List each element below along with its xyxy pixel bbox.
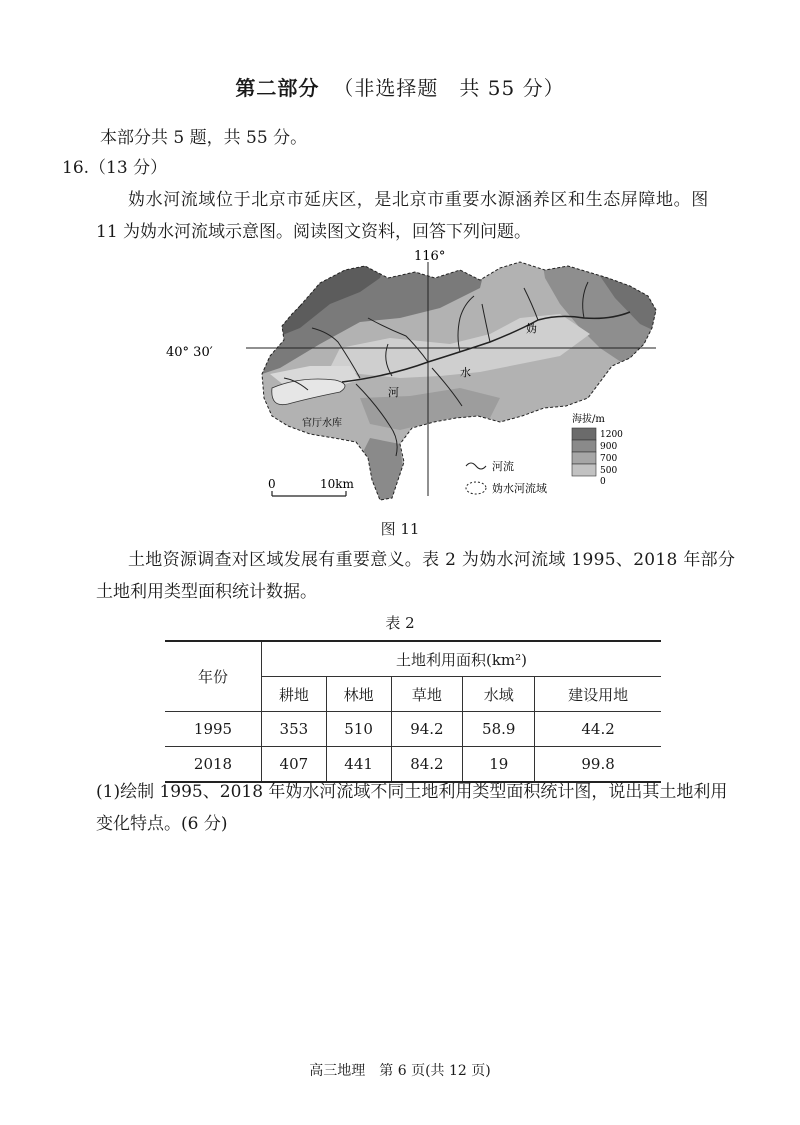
- river-legend-icon: [466, 463, 486, 469]
- table-cell: 44.2: [535, 712, 661, 747]
- text2-line1: 土地资源调查对区域发展有重要意义。表 2 为妫水河流域 1995、2018 年部分: [128, 550, 736, 570]
- year-cell: 2018: [165, 747, 262, 783]
- section-subtitle: （非选择题 共 55 分）: [333, 76, 565, 100]
- column-header: 耕地: [262, 677, 327, 712]
- table-row: [165, 712, 661, 747]
- table-cell: 19: [463, 747, 535, 783]
- text2-line2: 土地利用类型面积统计数据。: [96, 582, 317, 602]
- section-intro: 本部分共 5 题，共 55 分。: [100, 128, 308, 148]
- legend-title: 海拔/m: [572, 414, 605, 425]
- figure-caption: 图 11: [380, 520, 420, 538]
- legend-swatch-4: [572, 464, 596, 476]
- table-cell: 353: [262, 712, 327, 747]
- reservoir-label: 官厅水库: [302, 418, 342, 429]
- river-char-1: 妫: [526, 322, 537, 335]
- legend: [466, 412, 623, 495]
- table-cell: 441: [326, 747, 391, 783]
- legend-swatch-1: [572, 428, 596, 440]
- table-cell: 84.2: [391, 747, 463, 783]
- table-cell: 99.8: [535, 747, 661, 783]
- column-header: 建设用地: [535, 677, 661, 712]
- table-cell: 58.9: [463, 712, 535, 747]
- longitude-label: 116°: [414, 249, 446, 264]
- scale-zero: 0: [268, 477, 276, 491]
- question-paragraph-line1: 妫水河流域位于北京市延庆区，是北京市重要水源涵养区和生态屏障地。图: [128, 190, 709, 210]
- scale-bar: [268, 477, 355, 496]
- table-row: [165, 747, 661, 783]
- land-use-table: [165, 640, 661, 783]
- basin-legend-icon: [466, 482, 486, 494]
- legend-river-label: 河流: [492, 460, 514, 473]
- question-paragraph-line2: 11 为妫水河流域示意图。阅读图文资料，回答下列问题。: [96, 222, 532, 242]
- legend-level-4: 500: [600, 466, 618, 476]
- table-cell: 510: [326, 712, 391, 747]
- legend-level-5: 0: [600, 477, 606, 487]
- group-header: 土地利用面积(km²): [262, 641, 662, 677]
- river-char-3: 河: [388, 386, 399, 399]
- table-caption: 表 2: [385, 614, 415, 632]
- question-number: 16.（13 分）: [62, 158, 168, 178]
- section-title: 第二部分: [235, 76, 320, 100]
- legend-level-3: 700: [600, 454, 618, 464]
- legend-basin-label: 妫水河流域: [492, 482, 547, 495]
- river-char-2: 水: [460, 366, 471, 379]
- year-cell: 1995: [165, 712, 262, 747]
- latitude-label: 40° 30′: [166, 345, 213, 360]
- basin-map: [160, 248, 660, 510]
- legend-level-2: 900: [600, 442, 618, 452]
- table-header-row: [165, 641, 661, 677]
- table-cell: 407: [262, 747, 327, 783]
- year-header: 年份: [165, 641, 262, 712]
- page-footer: 高三地理 第 6 页(共 12 页): [309, 1063, 491, 1079]
- legend-swatch-3: [572, 452, 596, 464]
- column-header: 草地: [391, 677, 463, 712]
- sub-question-line2: 变化特点。(6 分): [96, 814, 228, 834]
- legend-level-1: 1200: [600, 430, 623, 440]
- column-header: 水域: [463, 677, 535, 712]
- legend-swatch-2: [572, 440, 596, 452]
- scale-distance: 10km: [320, 477, 354, 491]
- table-cell: 94.2: [391, 712, 463, 747]
- column-header: 林地: [326, 677, 391, 712]
- section-heading: [0, 72, 800, 101]
- sub-question-line1: (1)绘制 1995、2018 年妫水河流域不同土地利用类型面积统计图，说出其土地利用: [96, 782, 728, 802]
